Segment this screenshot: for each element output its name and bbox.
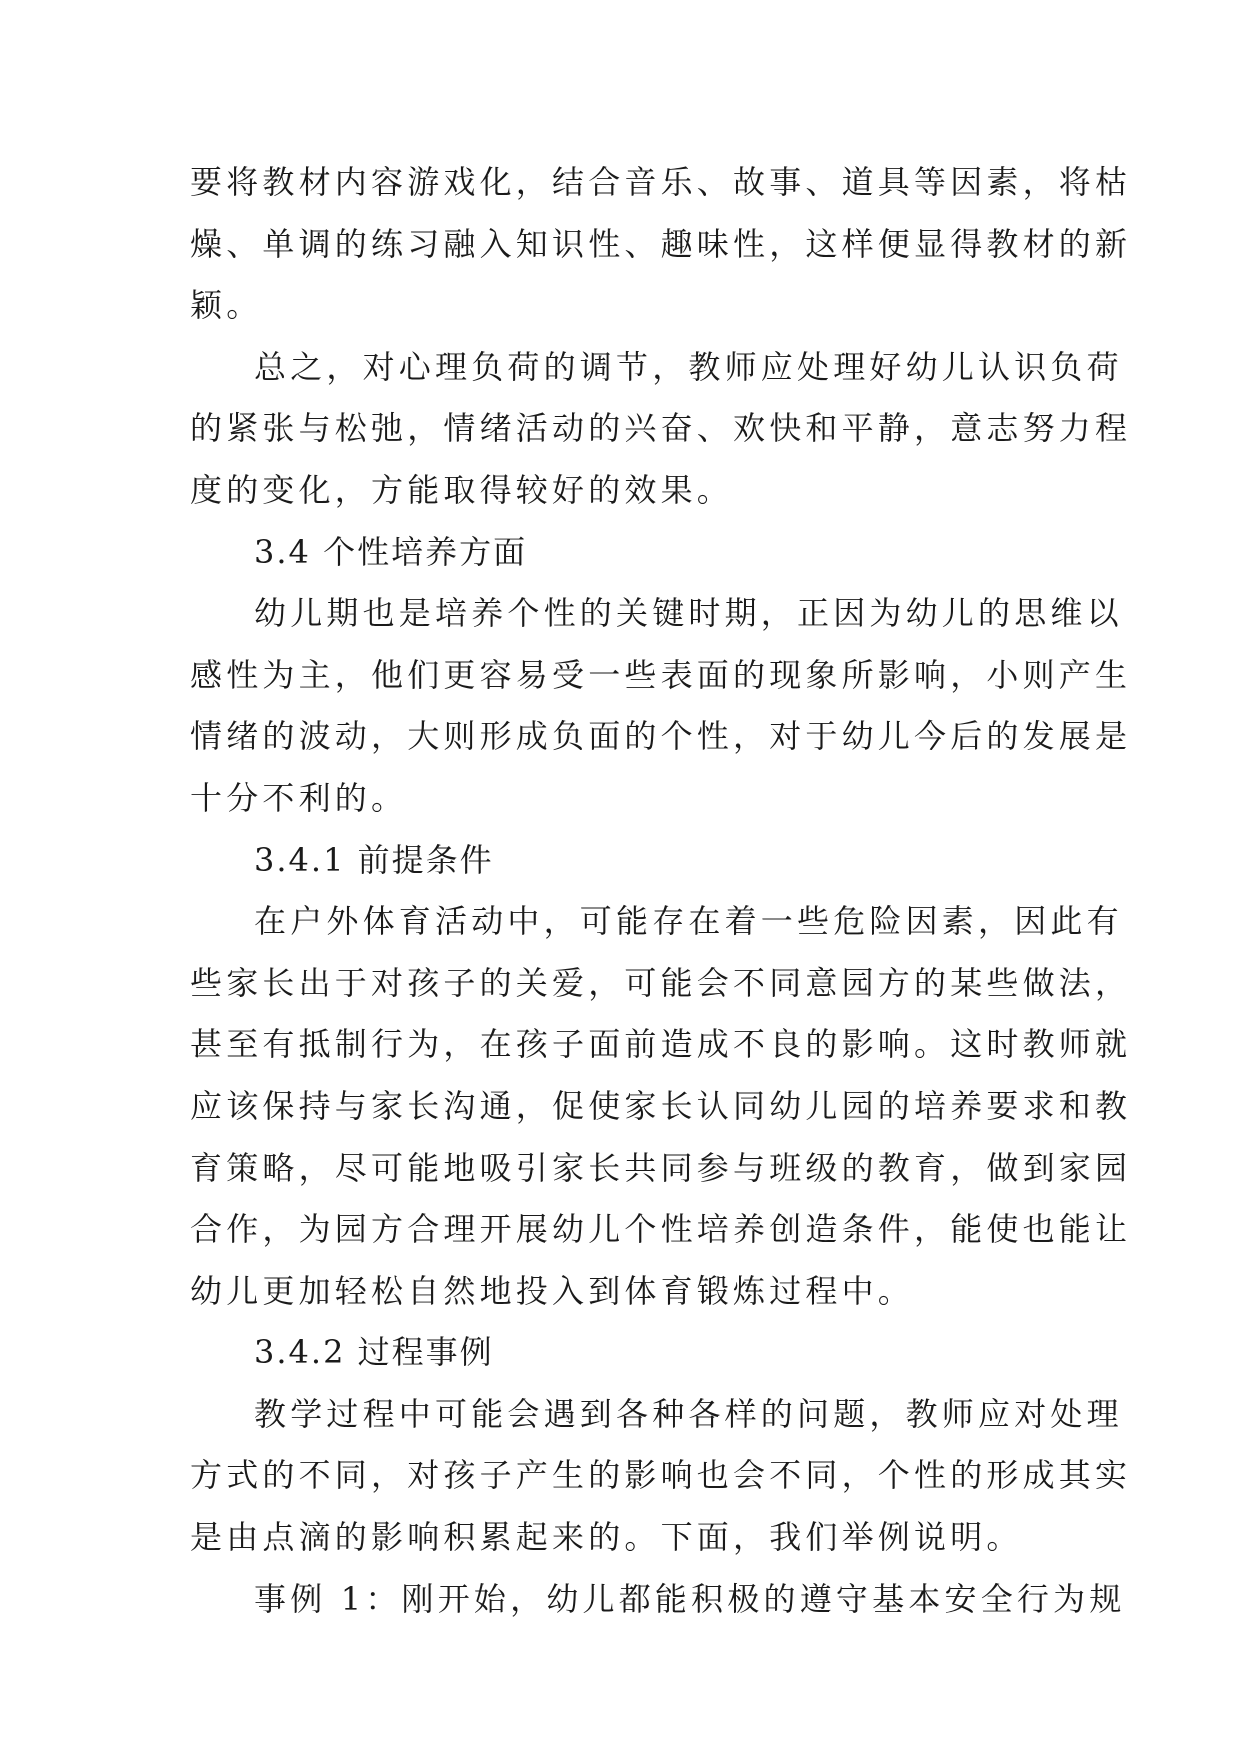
text-line: 幼儿更加轻松自然地投入到体育锻炼过程中。 [190,1271,915,1310]
text-line: 感性为主，他们更容易受一些表面的现象所影响，小则产生 [190,655,1132,694]
section-heading: 3.4 个性培养方面 [254,532,528,571]
text-line: 情绪的波动，大则形成负面的个性，对于幼儿今后的发展是 [190,717,1132,756]
paragraph-first-line: 在户外体育活动中，可能存在着一些危险因素，因此有 [254,902,1123,941]
text-line: 颖。 [190,286,263,325]
subsection-heading: 3.4.1 前提条件 [254,840,494,879]
text-line: 方式的不同，对孩子产生的影响也会不同，个性的形成其实 [190,1456,1132,1495]
paragraph-first-line: 事例 1：刚开始，幼儿都能积极的遵守基本安全行为规 [254,1579,1126,1618]
paragraph-first-line: 总之，对心理负荷的调节，教师应处理好幼儿认识负荷 [254,347,1123,386]
paragraph-first-line: 幼儿期也是培养个性的关键时期，正因为幼儿的思维以 [254,594,1123,633]
text-line: 燥、单调的练习融入知识性、趣味性，这样便显得教材的新 [190,224,1132,263]
text-line: 度的变化，方能取得较好的效果。 [190,470,734,509]
text-line: 的紧张与松弛，情绪活动的兴奋、欢快和平静，意志努力程 [190,409,1132,448]
document-page [190,152,1132,1630]
text-line: 应该保持与家长沟通，促使家长认同幼儿园的培养要求和教 [190,1086,1132,1125]
text-line: 甚至有抵制行为，在孩子面前造成不良的影响。这时教师就 [190,1025,1132,1064]
text-line: 要将教材内容游戏化，结合音乐、故事、道具等因素，将枯 [190,163,1132,201]
paragraph-first-line: 教学过程中可能会遇到各种各样的问题，教师应对处理 [254,1394,1123,1433]
text-line: 十分不利的。 [190,778,408,817]
text-line: 育策略，尽可能地吸引家长共同参与班级的教育，做到家园 [190,1148,1132,1187]
subsection-heading: 3.4.2 过程事例 [254,1333,494,1372]
text-line: 些家长出于对孩子的关爱，可能会不同意园方的某些做法， [190,963,1132,1002]
text-line: 是由点滴的影响积累起来的。下面，我们举例说明。 [190,1518,1023,1557]
text-line: 合作，为园方合理开展幼儿个性培养创造条件，能使也能让 [190,1210,1132,1249]
